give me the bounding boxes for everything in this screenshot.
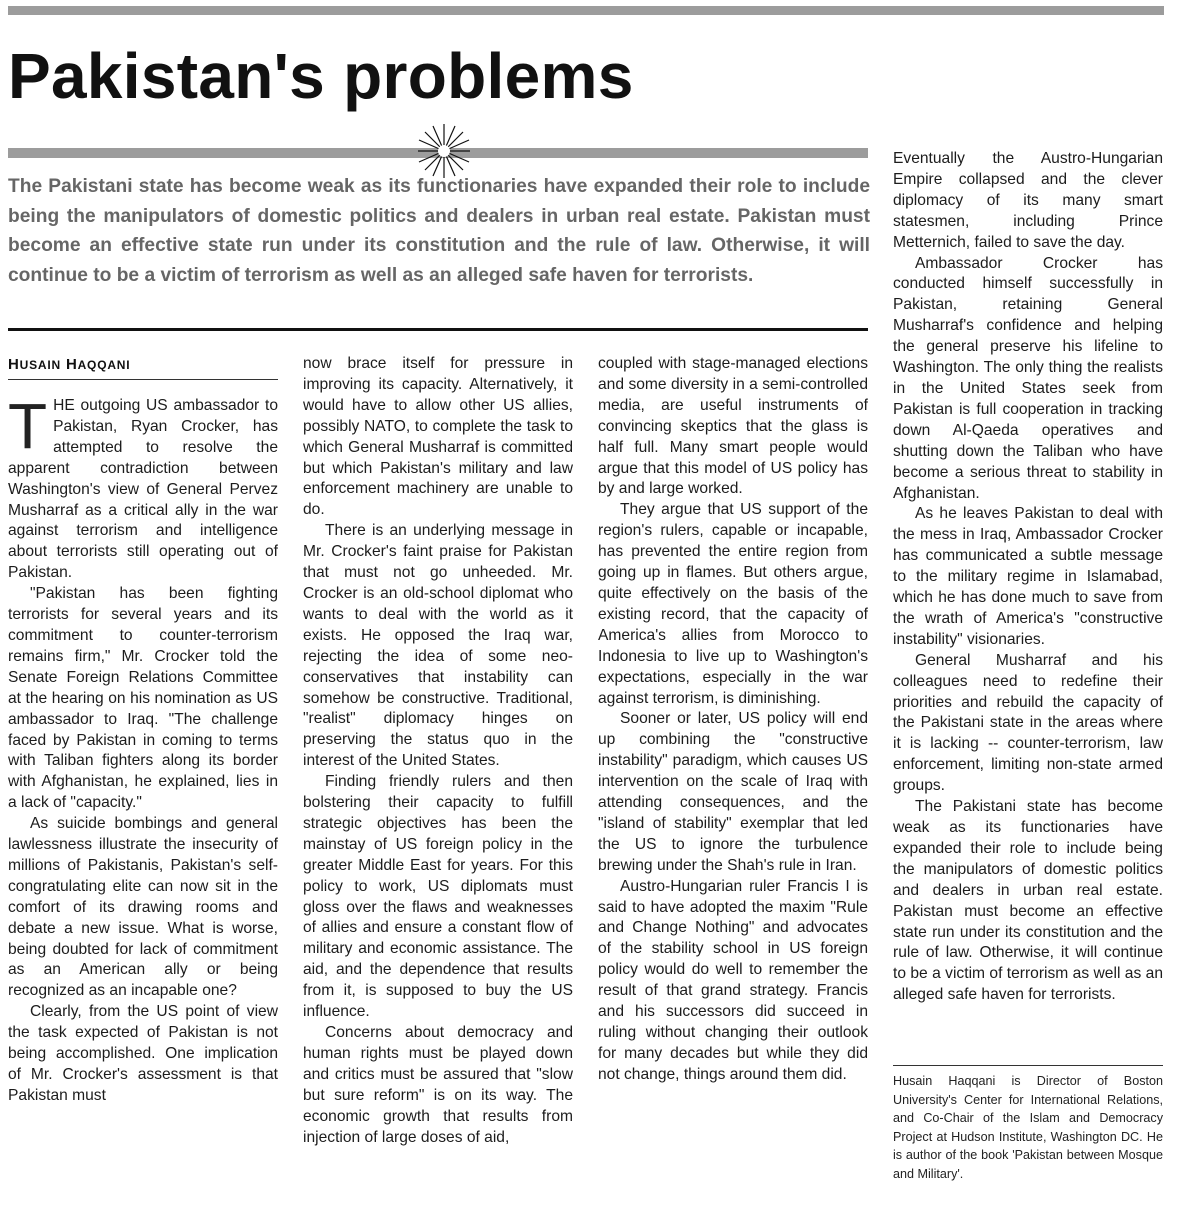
paragraph: There is an underlying message in Mr. Crocker's faint praise for Pakistan that must not go unheeded. Mr. Crocker is an old-school diplomat who wants to deal with the world as it exists. He opposed the Iraq war, rejecting the idea of some neo-conservatives that instability can somehow be constructive. Traditional, "realist" diplomacy hinges on preserving the status quo in the interest of the United States. [303,522,573,770]
paragraph: Finding friendly rulers and then bolstering their capacity to fulfill strategic objectives has been the mainstay of US foreign policy in the greater Middle East for years. For this policy to work, US diplomats must gloss over the flaws and weaknesses of allies and ensure a constant flow of military and economic assistance. The aid, and the dependence that results from it, is supposed to buy the US influence. [303,773,573,1021]
paragraph: now brace itself for pressure in improving its capacity. Alternatively, it would have to allow other US allies, possibly NATO, to complete the task to which General Musharraf is committed but which Pakistan's military and law enforcement machinery are unable to do. [303,355,573,519]
paragraph: General Musharraf and his colleagues need to redefine their priorities and rebuild the capacity of the Pakistani state in the areas where it is lacking -- counter-terrorism, law enforcement, limiting non-state armed groups. [893,651,1163,795]
column-1 [8,390,278,1107]
paragraph: "Pakistan has been fighting terrorists for several years and its commitment to counter-terrorism remains firm," Mr. Crocker told the Senate Foreign Relations Committee at the hearing on his nomination as US ambassador to Iraq. "The challenge faced by Pakistan in coming to terms with Taliban fighters along its border with Afghanistan, he explained, lies in a lack of "capacity." [8,585,278,812]
paragraph: As suicide bombings and general lawlessness illustrate the insecurity of millions of Pakistanis, Pakistan's self-congratulating elite can now sit in the comfort of its drawing rooms and debate a new issue. What is worse, being doubted for lack of commitment as an American ally or being recognized as an incapable one? [8,815,278,1000]
paragraph: Clearly, from the US point of view the task expected of Pakistan is not being accomplished. One implication of Mr. Crocker's assessment is that Pakistan must [8,1003,278,1104]
paragraph: Concerns about democracy and human rights must be played down and critics must be assured that "slow but sure reform" is on its way. The economic growth that results from injection of large doses of aid, [303,1024,573,1146]
paragraph: The Pakistani state has become weak as its functionaries have expanded their role to include being the manipulators of domestic politics and dealers in urban real estate. Pakistan must become an effective state run under its constitution and the rule of law. Otherwise, it will continue to be a victim of terrorism as well as an alleged safe haven for terrorists. [893,798,1163,1004]
header-bottom-rule [8,328,868,331]
deck-summary: The Pakistani state has become weak as its functionaries have expanded their role to include being the manipulators of domestic politics and dealers in urban real estate. Pakistan must become an effective state run under its constitution and the rule of law. Otherwise, it will continue to be a victim of terrorism as well as an alleged safe haven for terrorists. [8,176,870,286]
byline-first-initial: H [8,356,20,373]
paragraph [8,390,278,584]
column-2 [303,354,573,1148]
column-3 [598,354,868,1086]
byline-first-rest: USAIN [19,358,61,372]
top-rule [8,6,1164,15]
paragraph-text: HE outgoing US ambassador to Pakistan, Ryan Crocker, has attempted to resolve the apparent contradiction between Washington's view of General Pervez Musharraf as a critical ally in the war against terrorism and intelligence about terrorists still operating out of Pakistan. [8,397,278,582]
paragraph: As he leaves Pakistan to deal with the mess in Iraq, Ambassador Crocker has communicated a subtle message to the military regime in Islamabad, which he has done much to save from the wrath of America's "constructive instability" visionaries. [893,505,1163,648]
byline-last-initial: H [65,356,78,373]
byline-rule [8,379,278,380]
paragraph: coupled with stage-managed elections and some diversity in a semi-controlled media, are useful instruments of convincing skeptics that the glass is half full. Many smart people would argue that this model of US policy has by and large worked. [598,355,868,498]
byline [8,356,130,373]
paragraph: Eventually the Austro-Hungarian Empire collapsed and the clever diplomacy of its many smart statesmen, including Prince Metternich, failed to save the day. [893,150,1163,251]
bio-rule [893,1065,1163,1066]
paragraph: Austro-Hungarian ruler Francis I is said to have adopted the maxim "Rule and Change Nothing" and advocates of the stability school in US foreign policy would do well to remember the result of that grand strategy. Francis and his successors did succeed in ruling without changing their outlook for many decades but while they did not change, things around them did. [598,877,868,1083]
paragraph: Sooner or later, US policy will end up combining the "constructive instability" paradigm, which causes US intervention on the scale of Iraq with attending consequences, and the "island of stability" exemplar that led the US to ignore the turbulence brewing under the Shah's rule in Iran. [598,710,868,874]
paragraph: They argue that US support of the region's rulers, capable or incapable, has prevented the entire region from going up in flames. But others argue, quite effectively on the basis of the existing record, that the capacity of America's allies from Morocco to Indonesia to live up to Washington's expectations, especially in the war against terrorism, is diminishing. [598,501,868,707]
author-bio: Husain Haqqani is Director of Boston University's Center for International Relations, and Co-Chair of the Islam and Democracy Project at Hudson Institute, Washington DC. He is author of the book 'Pakistan between Mosque and Military'. [893,1074,1163,1181]
headline: Pakistan's problems [8,40,634,112]
drop-cap: T [8,390,48,462]
column-4 [893,149,1163,1006]
paragraph: Ambassador Crocker has conducted himself successfully in Pakistan, retaining General Musharraf's confidence and helping the general preserve his lifeline to Washington. The only thing the realists in the United States seek from Pakistan is full cooperation in tracking down Al-Qaeda operatives and shutting down the Taliban who have become a serious threat to stability in Afghanistan. [893,254,1163,502]
byline-last-rest: AQQANI [77,358,131,372]
